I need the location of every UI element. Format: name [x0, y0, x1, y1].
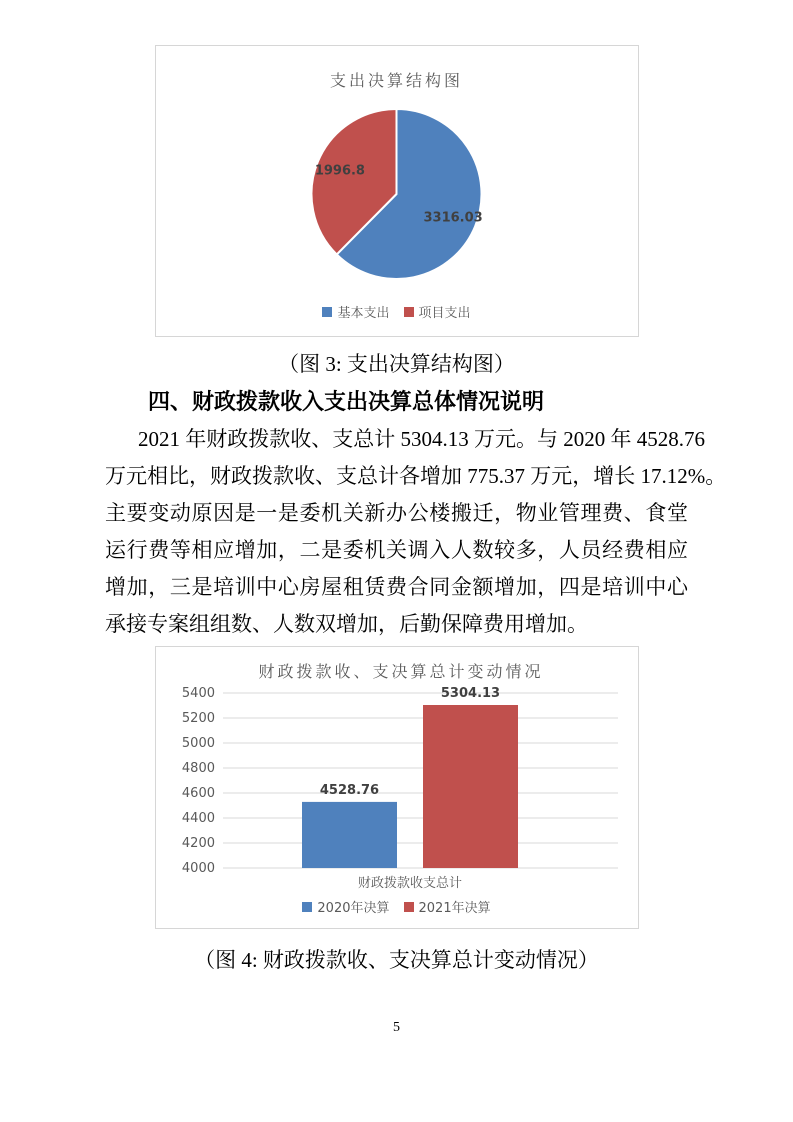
y-tick-label: 5200	[181, 711, 215, 726]
section-heading: 四、财政拨款收入支出决算总体情况说明	[148, 389, 545, 414]
pie-chart-title: 支出决算结构图	[329, 71, 463, 90]
paragraph-line: 2021 年财政拨款收、支总计 5304.13 万元。与 2020 年 4528.76	[138, 427, 705, 451]
legend-label: 基本支出	[337, 306, 390, 321]
legend-label: 2020年决算	[317, 901, 390, 916]
paragraph-line: 承接专案组组数、人数双增加，后勤保障费用增加。	[105, 612, 588, 636]
bar-chart-legend	[156, 897, 638, 916]
paragraph-line: 增加，三是培训中心房屋租赁费合同金额增加，四是培训中心	[105, 575, 688, 599]
paragraph-line: 万元相比，财政拨款收、支总计各增加 775.37 万元，增长 17.12%。	[105, 464, 727, 488]
y-tick-label: 4000	[181, 861, 215, 876]
legend-swatch-icon	[302, 902, 312, 912]
paragraph-line: 运行费等相应增加，二是委机关调入人数较多，人员经费相应	[105, 538, 688, 562]
pie-chart-legend	[156, 302, 638, 321]
bar-chart-frame	[155, 646, 639, 929]
legend-item	[302, 897, 389, 916]
y-tick-label: 4400	[181, 811, 215, 826]
pie-chart-canvas	[156, 46, 637, 300]
pie-data-label: 3316.03	[422, 210, 483, 226]
y-tick-label: 4200	[181, 836, 215, 851]
bar-data-label: 5304.13	[440, 686, 500, 701]
y-tick-label: 5000	[181, 736, 215, 751]
legend-swatch-icon	[322, 307, 332, 317]
bar-chart-canvas	[156, 647, 637, 893]
y-tick-label: 5400	[181, 686, 215, 701]
page-number: 5	[393, 1020, 400, 1035]
figure3-caption: （图 3: 支出决算结构图）	[278, 352, 515, 376]
pie-data-label: 1996.8	[314, 163, 365, 179]
legend-swatch-icon	[404, 902, 414, 912]
body-paragraph	[105, 421, 727, 643]
y-tick-label: 4600	[181, 786, 215, 801]
bar-data-label: 4528.76	[319, 782, 379, 798]
category-axis-label: 财政拨款收支总计	[357, 876, 462, 891]
legend-item	[404, 302, 471, 321]
bar-2021年决算	[423, 705, 518, 868]
legend-swatch-icon	[404, 307, 414, 317]
bar-2020年决算	[302, 802, 397, 868]
legend-label: 2021年决算	[418, 901, 491, 916]
legend-label: 项目支出	[418, 306, 471, 321]
paragraph-line: 主要变动原因是一是委机关新办公楼搬迁，物业管理费、食堂	[105, 501, 688, 525]
legend-item	[404, 897, 491, 916]
bar-chart-title: 财政拨款收、支决算总计变动情况	[257, 662, 544, 681]
legend-item	[322, 302, 389, 321]
y-tick-label: 4800	[181, 761, 215, 776]
figure4-caption: （图 4: 财政拨款收、支决算总计变动情况）	[194, 948, 599, 972]
pie-chart-frame	[155, 45, 639, 337]
